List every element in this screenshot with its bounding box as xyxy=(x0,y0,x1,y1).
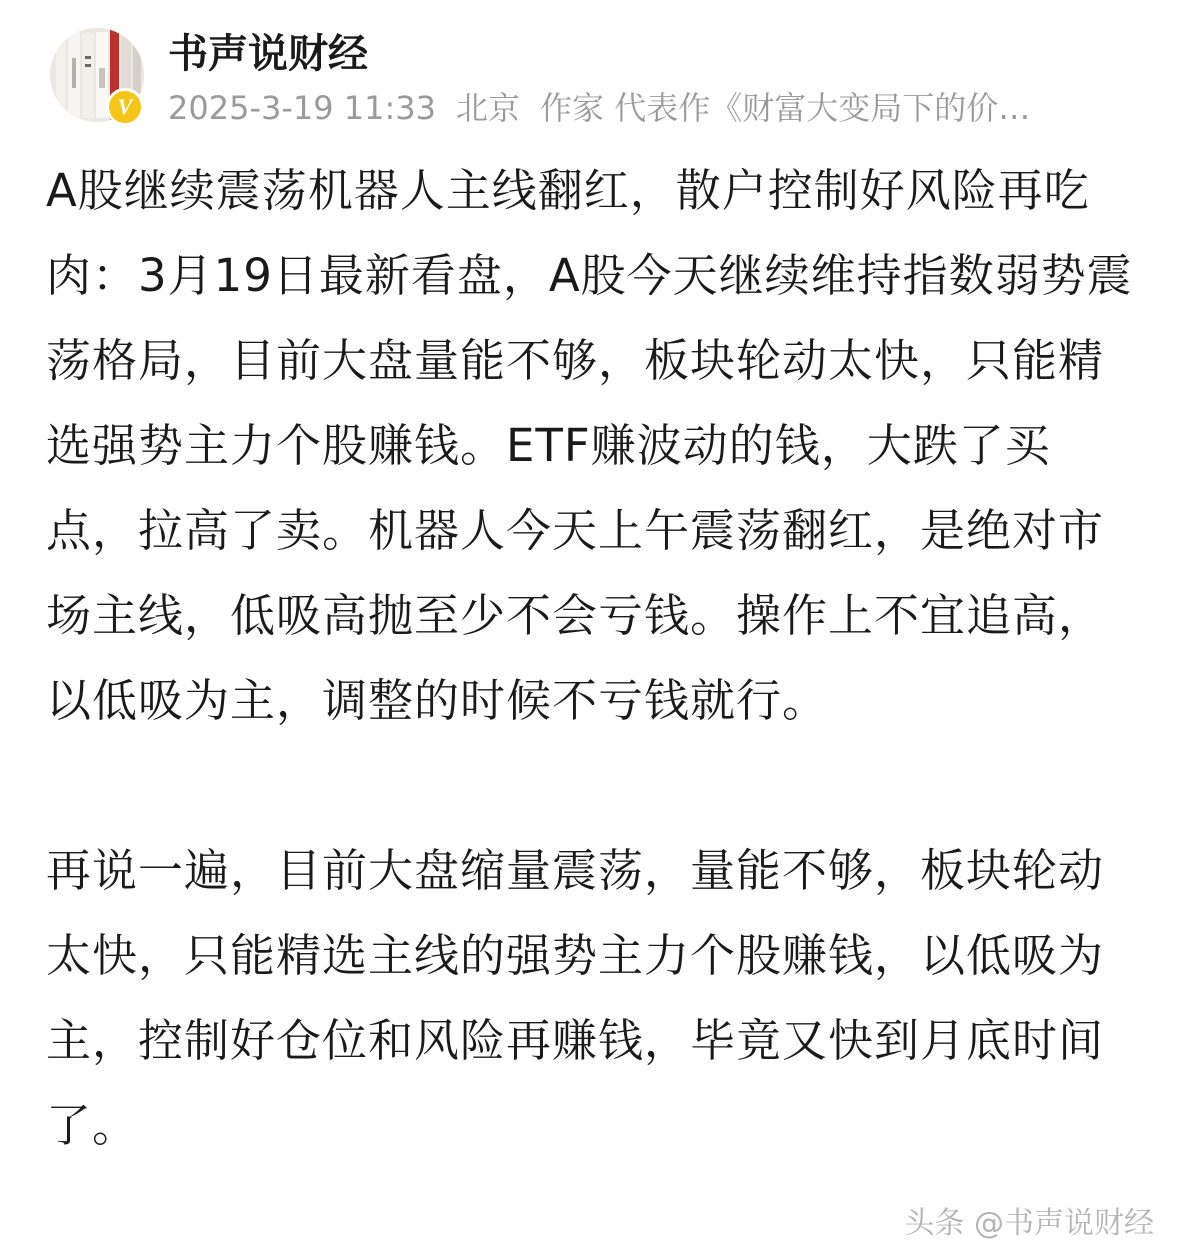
post-date: 2025-3-19 11:33 xyxy=(168,89,436,127)
post-content xyxy=(46,148,1136,1168)
author-bio[interactable]: 作家 代表作《财富大变局下的价… xyxy=(540,89,1031,127)
verified-badge-icon: V xyxy=(106,88,144,126)
post-meta xyxy=(168,86,1108,130)
post-header xyxy=(0,0,1178,140)
author-name[interactable]: 书声说财经 xyxy=(168,31,368,77)
post-location: 北京 xyxy=(456,89,521,127)
post-paragraph: 再说一遍，目前大盘缩量震荡，量能不够，板块轮动太快，只能精选主线的强势主力个股赚钱，以低吸为主，控制好仓位和风险再赚钱，毕竟又快到月底时间了。 xyxy=(46,844,1105,1152)
post-paragraph: A股继续震荡机器人主线翻红，散户控制好风险再吃肉：3月19日最新看盘，A股今天继续维持指数弱势震荡格局，目前大盘量能不够，板块轮动太快，只能精选强势主力个股赚钱。ETF赚波动的钱，大跌了买点，拉高了卖。机器人今天上午震荡翻红，是绝对市场主线，低吸高抛至少不会亏钱。操作上不宜追高，以低吸为主，调整的时候不亏钱就行。 xyxy=(46,164,1133,727)
source-watermark: 头条 @书声说财经 xyxy=(904,1206,1154,1241)
